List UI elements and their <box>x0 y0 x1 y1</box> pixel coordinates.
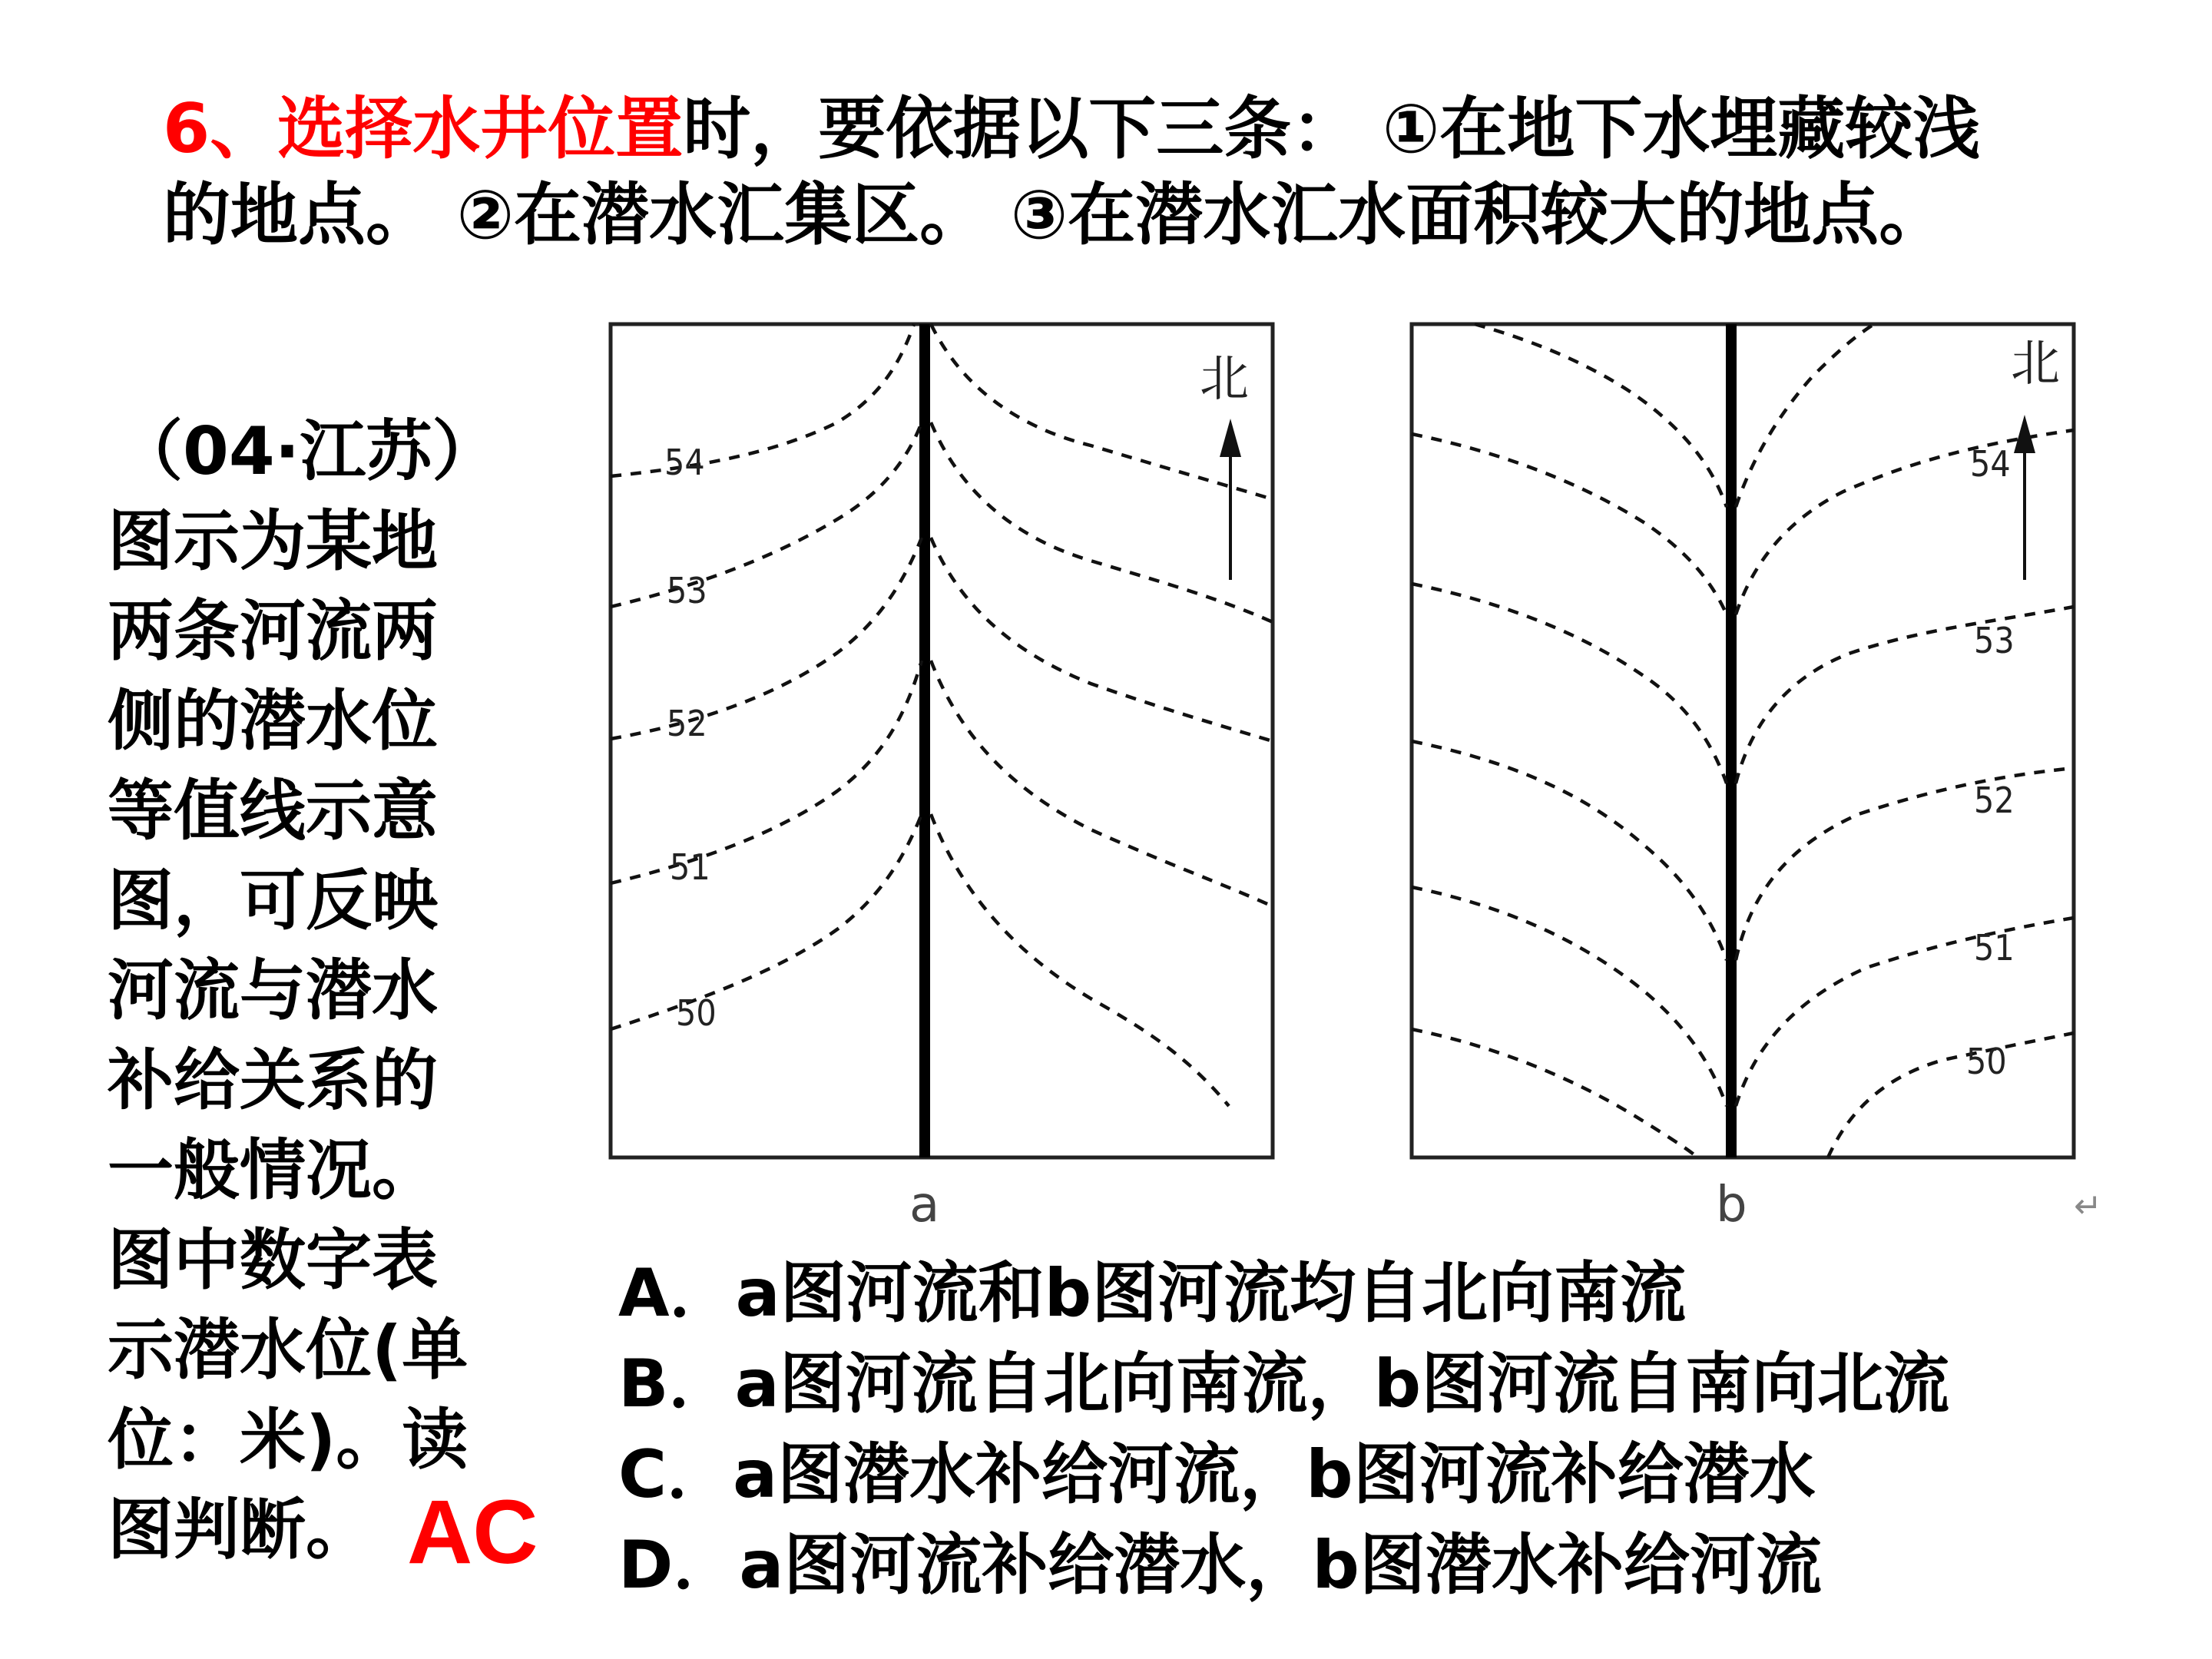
return-mark: ↵ <box>2074 1187 2102 1226</box>
map-b-contour-52-left <box>1412 741 1727 960</box>
map-a-contour-50-right <box>931 814 1229 1106</box>
option-a <box>618 1248 1949 1339</box>
map-a-label-52: 52 <box>667 703 707 744</box>
map-b-label-52: 52 <box>1974 780 2015 821</box>
map-a-north-arrowhead <box>1220 419 1241 457</box>
map-a-contour-50-left <box>611 814 922 1029</box>
option-b-letter: B． <box>618 1346 735 1422</box>
option-b-text: a图河流自北向南流，b图河流自南向北流 <box>734 1346 1950 1422</box>
option-d-letter: D． <box>618 1527 740 1604</box>
option-b <box>618 1339 1949 1429</box>
map-b <box>1412 324 2102 1233</box>
options-list <box>618 1248 1949 1611</box>
option-c <box>618 1429 1949 1520</box>
option-d-text: a图河流补给潜水，b图潜水补给河流 <box>739 1527 1822 1604</box>
map-b-label-50: 50 <box>1966 1041 2007 1082</box>
map-a-north-label: 北 <box>1200 351 1249 408</box>
question-source: （04·江苏） <box>117 413 498 490</box>
heading <box>163 86 2045 258</box>
map-b-contour-51-right <box>1736 918 2074 1106</box>
map-b-contour-50-left <box>1412 1029 1697 1157</box>
heading-rest: 时，要依据以下三条： ①在地下水埋藏较浅的地点。 ②在潜水汇集区。 ③在潜水汇水面积较大的地点。 <box>163 89 1981 254</box>
contour-maps <box>584 292 2135 1244</box>
map-b-label-53: 53 <box>1974 620 2015 661</box>
option-a-text: a图河流和b图河流均自北向南流 <box>735 1255 1687 1332</box>
map-a-contour-52-right <box>931 538 1273 741</box>
map-a-caption: a <box>909 1177 940 1233</box>
map-b-contour-50-right <box>1828 1033 2074 1157</box>
map-b-contour-53-right <box>1736 607 2074 783</box>
map-b-contour-54-left <box>1412 434 1727 614</box>
map-a-label-51: 51 <box>670 846 710 888</box>
map-a-contour-54-left <box>611 324 914 476</box>
option-d <box>618 1520 1949 1611</box>
answer-label: AC <box>407 1482 538 1583</box>
map-b-north-label: 北 <box>2011 336 2060 392</box>
heading-highlight: 选择水井位置 <box>277 89 684 168</box>
map-b-north-arrowhead <box>2014 415 2035 453</box>
map-a-contour-53-left <box>611 422 922 607</box>
question-text: 图示为某地两条河流两侧的潜水位等值线示意图，可反映河流与潜水补给关系的一般情况。图中数字表示潜水位(单位：米)。读图判断。 <box>108 503 469 1568</box>
map-b-contour-top-left <box>1475 324 1727 507</box>
option-c-text: a图潜水补给河流，b图河流补给潜水 <box>733 1436 1816 1513</box>
option-a-letter: A． <box>618 1255 736 1332</box>
map-a-label-53: 53 <box>667 570 707 611</box>
map-a-label-54: 54 <box>664 442 705 483</box>
option-c-letter: C． <box>618 1436 733 1513</box>
map-b-label-54: 54 <box>1970 443 2011 485</box>
map-b-contour-52-right <box>1736 768 2074 960</box>
heading-number: 6、 <box>163 89 278 168</box>
map-a-label-50: 50 <box>676 992 717 1034</box>
map-a <box>611 324 1273 1233</box>
map-b-contour-51-left <box>1412 887 1727 1106</box>
map-b-contour-top-right <box>1736 324 1874 507</box>
map-b-label-51: 51 <box>1974 927 2015 969</box>
question-text-block <box>108 407 522 1575</box>
map-a-contour-51-right <box>931 661 1273 906</box>
map-a-contour-52-left <box>611 538 922 739</box>
map-b-caption: b <box>1716 1177 1747 1233</box>
